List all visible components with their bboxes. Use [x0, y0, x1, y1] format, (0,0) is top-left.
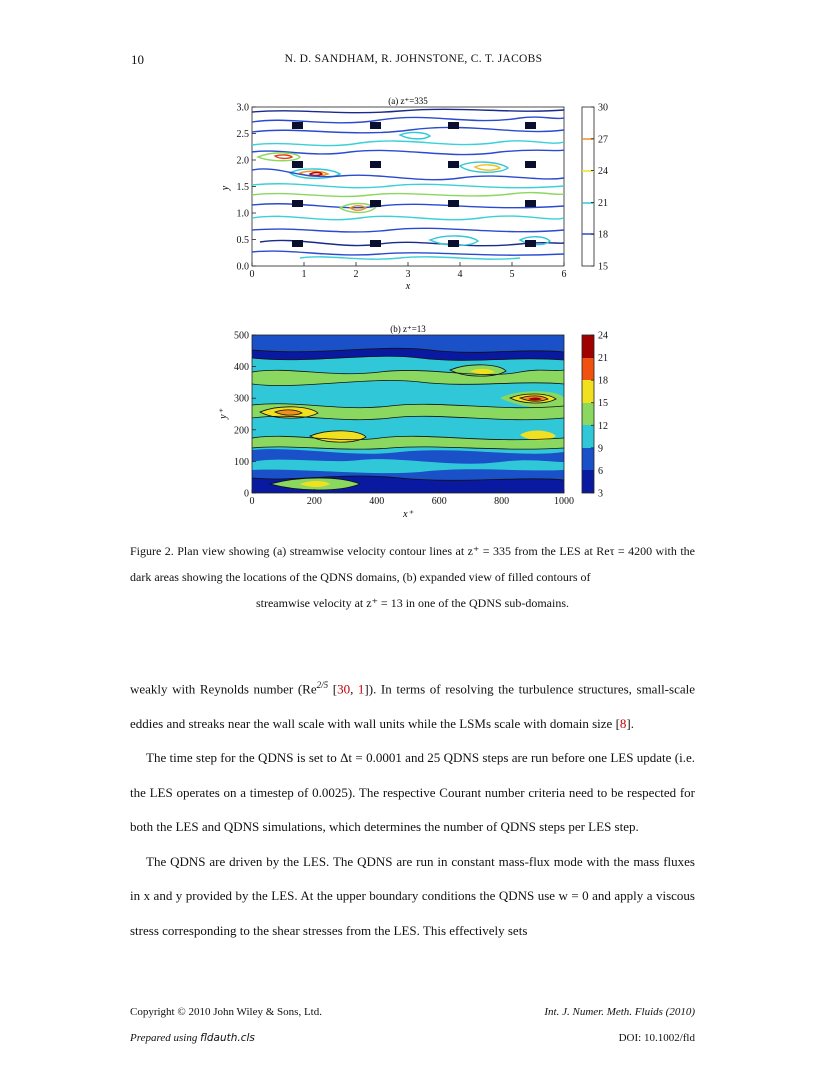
qdns-domain	[525, 122, 536, 129]
citation-link[interactable]: 8	[619, 715, 627, 731]
x-tick-label: 1	[301, 269, 307, 280]
x-tick-label: 200	[306, 496, 322, 507]
p1-exponent: 2/5	[316, 680, 329, 690]
colorbar-tick-label: 15	[598, 261, 608, 273]
colorbar-tick-label: 21	[598, 197, 608, 209]
figure-2	[0, 0, 827, 530]
figure-a	[220, 96, 608, 292]
paragraph-1	[130, 668, 695, 741]
citation-link[interactable]: 30	[337, 681, 351, 697]
qdns-domain	[448, 161, 459, 168]
colorbar-tick-label: 18	[598, 375, 608, 387]
x-tick-label: 3	[405, 269, 411, 280]
colorbar-tick-label: 12	[598, 420, 608, 432]
colorbar-tick-label: 3	[598, 488, 603, 500]
x-tick-label: 4	[457, 269, 463, 280]
x-tick-label: 600	[431, 496, 447, 507]
qdns-domain	[525, 161, 536, 168]
qdns-domain	[370, 200, 381, 207]
prepared-using	[130, 1032, 255, 1044]
y-tick-label: 0.0	[236, 261, 249, 273]
caption-line-2: with the dark areas showing the locations of the QDNS domains, (b) expanded view of filled contours of	[130, 544, 695, 584]
figure-a-xlabel: x	[405, 281, 411, 292]
colorbar-tick-label: 6	[598, 465, 603, 477]
class-file: fldauth.cls	[200, 1032, 255, 1044]
x-tick-label: 2	[353, 269, 359, 280]
prepared-prefix: Prepared using	[130, 1032, 201, 1044]
colorbar-tick-label: 30	[598, 102, 608, 114]
qdns-domain	[370, 122, 381, 129]
doi: DOI: 10.1002/fld	[618, 1032, 695, 1044]
qdns-domain	[292, 122, 303, 129]
figure-a-ylabel: y	[220, 185, 231, 191]
figure-b-xlabel: x⁺	[403, 509, 413, 520]
colorbar-tick-label: 9	[598, 443, 603, 455]
y-tick-label: 1.5	[236, 182, 249, 193]
colorbar-tick-label: 24	[598, 330, 608, 342]
figure-b	[218, 324, 608, 520]
y-tick-label: 500	[234, 330, 249, 342]
qdns-domain	[525, 240, 536, 247]
running-head-authors: N. D. SANDHAM, R. JOHNSTONE, C. T. JACOBS	[284, 53, 543, 65]
paragraph-3: The QDNS are driven by the LES. The QDNS are run in constant mass-flux mode with the mass fluxes in x and y provided by the LES. At the upper boundary conditions the QDNS use w = 0 and apply a viscous stress corresponding to the shear stresses from the LES. This effectively sets	[130, 853, 695, 938]
qdns-domain	[448, 240, 459, 247]
figure-a-title: (a) z⁺=335	[388, 96, 428, 106]
x-tick-label: 400	[369, 496, 385, 507]
page-number: 10	[131, 52, 144, 67]
x-tick-label: 5	[509, 269, 515, 280]
x-tick-label: 800	[494, 496, 510, 507]
caption-line-1: Figure 2. Plan view showing (a) streamwise velocity contour lines at z⁺ = 335 from the LES at Reτ = 4200	[130, 544, 653, 558]
p1-text-a: weakly with Reynolds number (Re	[130, 681, 317, 697]
y-tick-label: 2.5	[236, 129, 249, 140]
body-text	[130, 668, 695, 948]
p1-text-e: ].	[626, 715, 634, 731]
figure-caption	[130, 538, 695, 616]
colorbar-tick-label: 21	[598, 353, 608, 365]
figure-b-title: (b) z⁺=13	[390, 324, 426, 334]
y-tick-label: 300	[234, 393, 249, 405]
figure-b-colorbar	[582, 335, 594, 493]
colorbar-tick-label: 15	[598, 398, 608, 410]
citation-link[interactable]: 1	[357, 681, 365, 697]
paragraph-2: The time step for the QDNS is set to Δt = 0.0001 and 25 QDNS steps are run before one LES update (i.e. the LES operates on a timestep of 0.0025). The respective Courant number criteria need to be respected for both the LES and QDNS simulations, which determines the number of QDNS steps per LES step.	[130, 750, 695, 835]
caption-line-3: streamwise velocity at z⁺ = 13 in one of the QDNS sub-domains.	[255, 596, 570, 610]
figure-a-colorbar	[582, 107, 594, 266]
x-tick-label: 6	[561, 269, 567, 280]
colorbar-tick-label: 27	[598, 134, 608, 146]
x-tick-label: 0	[249, 269, 255, 280]
y-tick-label: 0.5	[236, 235, 249, 246]
qdns-domain	[525, 200, 536, 207]
qdns-domain	[448, 122, 459, 129]
y-tick-label: 200	[234, 425, 249, 437]
qdns-domain	[448, 200, 459, 207]
qdns-domain	[370, 161, 381, 168]
qdns-domain	[292, 200, 303, 207]
p1-text-b: [	[328, 681, 338, 697]
qdns-domain	[370, 240, 381, 247]
x-tick-label: 0	[249, 496, 255, 507]
y-tick-label: 400	[234, 362, 249, 374]
x-tick-label: 1000	[554, 496, 574, 507]
y-tick-label: 3.0	[236, 102, 249, 114]
y-tick-label: 100	[234, 456, 249, 468]
p1-text-d: ]). In terms of resolving the turbulence structures, small-scale eddies and streaks near the wall scale with wall units while the LSMs scale with domain size [	[130, 681, 695, 731]
figure-b-ylabel: y⁺	[218, 409, 229, 419]
y-tick-label: 2.0	[236, 155, 249, 167]
journal-name: Int. J. Numer. Meth. Fluids (2010)	[544, 1006, 695, 1018]
p1-text-c: ,	[350, 681, 358, 697]
y-tick-label: 1.0	[236, 208, 249, 220]
copyright: Copyright © 2010 John Wiley & Sons, Ltd.	[130, 1006, 322, 1018]
colorbar-tick-label: 18	[598, 229, 608, 241]
qdns-domain	[292, 161, 303, 168]
qdns-domain	[292, 240, 303, 247]
colorbar-tick-label: 24	[598, 166, 608, 178]
y-tick-label: 0	[244, 488, 249, 500]
